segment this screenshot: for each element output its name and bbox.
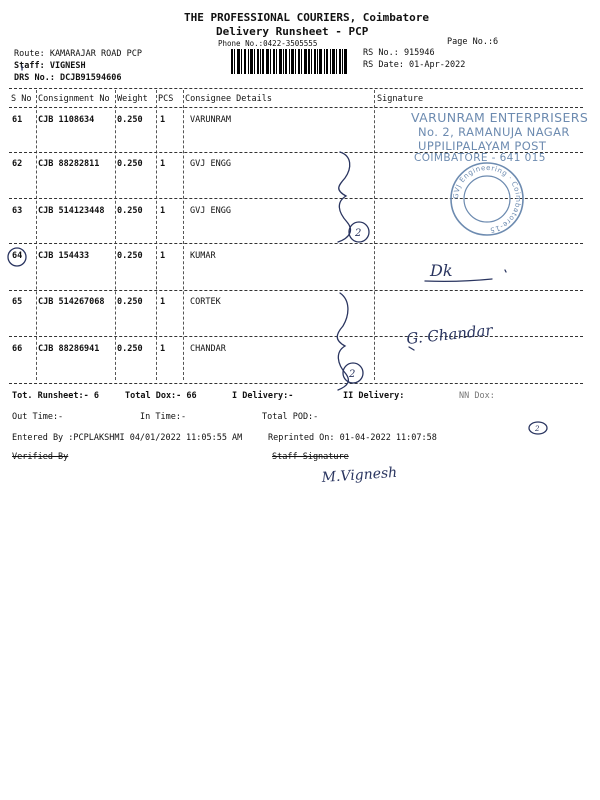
cell-pcs: 1 xyxy=(160,115,166,125)
col-sno: S No xyxy=(11,94,32,104)
cell-consignment: CJB 1108634 xyxy=(38,115,95,125)
rs-date: RS Date: 01-Apr-2022 xyxy=(363,60,466,70)
corner-mark: 2 xyxy=(535,425,540,433)
col-consignee: Consignee Details xyxy=(185,94,272,104)
company-name: THE PROFESSIONAL COURIERS, Coimbatore xyxy=(184,11,430,24)
cell-consignee: CHANDAR xyxy=(190,344,226,354)
seal-text: GVJ Engineering · Coimbatore-15 xyxy=(451,163,523,234)
col-consignment: Consignment No xyxy=(38,94,110,104)
cell-pcs: 1 xyxy=(160,297,166,307)
round-seal xyxy=(448,160,526,238)
i-delivery: I Delivery:- xyxy=(232,391,294,401)
cell-consignee: GVJ ENGG xyxy=(190,159,231,169)
brace-count-65-66: 2 xyxy=(349,369,356,380)
route: Route: KAMARAJAR ROAD PCP xyxy=(14,49,142,59)
total-dox: Total Dox:- 66 xyxy=(125,391,197,401)
cell-consignment: CJB 514267068 xyxy=(38,297,105,307)
brace-count-62-63: 2 xyxy=(355,228,362,239)
drs-number: DRS No.: DCJB91594606 xyxy=(14,73,122,83)
table-top-rule xyxy=(9,88,583,89)
stamp-post: UPPILIPALAYAM POST xyxy=(418,139,547,153)
page-number: Page No.:6 xyxy=(447,37,499,47)
cell-consignment: CJB 88282811 xyxy=(38,159,100,169)
cell-pcs: 1 xyxy=(160,344,166,354)
cell-weight: 0.250 xyxy=(117,206,143,216)
entered-by: Entered By :PCPLAKSHMI 04/01/2022 11:05:55 AM xyxy=(12,433,243,443)
staff-handwritten-signature: M.Vignesh xyxy=(321,464,398,486)
col-signature: Signature xyxy=(377,94,424,104)
tot-runsheet: Tot. Runsheet:- 6 xyxy=(12,391,99,401)
cell-consignment: CJB 154433 xyxy=(38,251,90,261)
cell-pcs: 1 xyxy=(160,251,166,261)
reprinted-on: Reprinted On: 01-04-2022 11:07:58 xyxy=(268,433,437,443)
total-pod: Total POD:- xyxy=(262,412,319,422)
cell-sno: 61 xyxy=(12,115,23,125)
cell-consignee: CORTEK xyxy=(190,297,221,307)
cell-consignment: CJB 514123448 xyxy=(38,206,105,216)
staff: Staff: VIGNESH xyxy=(14,61,86,71)
out-time: Out Time:- xyxy=(12,412,64,422)
cell-sno: 62 xyxy=(12,159,23,169)
table-row xyxy=(0,251,600,265)
runsheet-title: Delivery Runsheet - PCP xyxy=(216,25,369,38)
table-row xyxy=(0,344,600,358)
cell-pcs: 1 xyxy=(160,159,166,169)
barcode xyxy=(231,49,347,74)
col-pcs: PCS xyxy=(158,94,174,104)
table-bottom-rule xyxy=(9,383,583,384)
ii-delivery: II Delivery: xyxy=(343,391,405,401)
cell-weight: 0.250 xyxy=(117,159,143,169)
stamp-company: VARUNRAM ENTERPRISERS xyxy=(411,110,589,125)
cell-weight: 0.250 xyxy=(117,344,143,354)
cell-sno: 63 xyxy=(12,206,23,216)
signature-row-64: Dk xyxy=(430,261,453,280)
row-rule xyxy=(9,243,583,244)
stamp-address: No. 2, RAMANUJA NAGAR xyxy=(418,125,570,139)
cell-weight: 0.250 xyxy=(117,297,143,307)
staff-signature-label: Staff Signature xyxy=(272,452,349,462)
cell-consignment: CJB 88286941 xyxy=(38,344,100,354)
cell-sno: 66 xyxy=(12,344,23,354)
signature-row-66: G. Chandar xyxy=(405,321,494,348)
cell-sno: 64 xyxy=(12,251,23,261)
phone-number: Phone No.:0422-3505555 xyxy=(218,39,318,48)
col-weight: Weight xyxy=(117,94,148,104)
header-rule xyxy=(9,107,583,108)
cell-weight: 0.250 xyxy=(117,115,143,125)
cell-weight: 0.250 xyxy=(117,251,143,261)
cell-pcs: 1 xyxy=(160,206,166,216)
cell-consignee: KUMAR xyxy=(190,251,216,261)
nn-dox: NN Dox: xyxy=(459,391,495,401)
row-rule xyxy=(9,290,583,291)
row-rule xyxy=(9,336,583,337)
rs-number: RS No.: 915946 xyxy=(363,48,435,58)
cell-consignee: GVJ ENGG xyxy=(190,206,231,216)
in-time: In Time:- xyxy=(140,412,187,422)
table-row xyxy=(0,297,600,311)
verified-by: Verified By xyxy=(12,452,69,462)
cell-sno: 65 xyxy=(12,297,23,307)
cell-consignee: VARUNRAM xyxy=(190,115,231,125)
stamp-city: COIMBATORE - 641 015 xyxy=(414,152,546,164)
svg-text:GVJ Engineering · Coimbatore-1 xyxy=(452,164,522,234)
